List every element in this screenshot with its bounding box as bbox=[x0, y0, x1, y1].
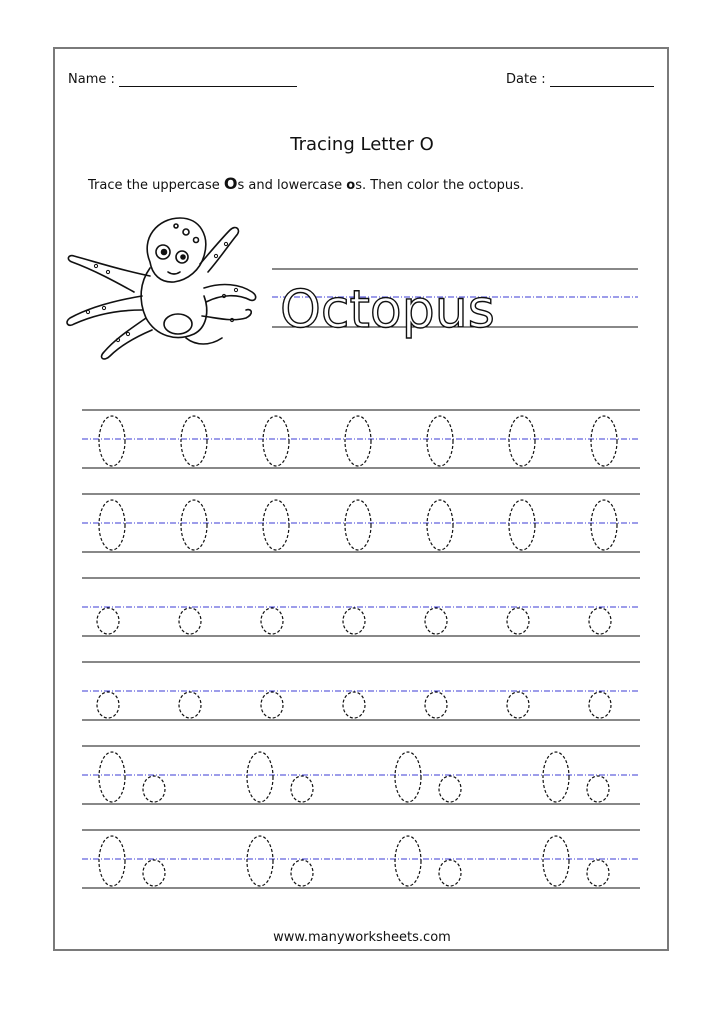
trace-lowercase-o[interactable] bbox=[589, 608, 611, 634]
trace-lowercase-o[interactable] bbox=[587, 776, 609, 802]
trace-uppercase-o[interactable] bbox=[345, 500, 371, 550]
trace-uppercase-o[interactable] bbox=[99, 500, 125, 550]
trace-lowercase-o[interactable] bbox=[143, 776, 165, 802]
trace-uppercase-o[interactable] bbox=[591, 500, 617, 550]
trace-uppercase-o[interactable] bbox=[99, 836, 125, 886]
practice-row[interactable] bbox=[82, 662, 640, 720]
trace-lowercase-o[interactable] bbox=[587, 860, 609, 886]
octopus-illustration bbox=[67, 218, 256, 359]
trace-lowercase-o[interactable] bbox=[97, 692, 119, 718]
trace-lowercase-o[interactable] bbox=[439, 776, 461, 802]
trace-uppercase-o[interactable] bbox=[509, 500, 535, 550]
trace-uppercase-o[interactable] bbox=[247, 836, 273, 886]
practice-row[interactable] bbox=[82, 746, 640, 804]
trace-lowercase-o[interactable] bbox=[439, 860, 461, 886]
trace-lowercase-o[interactable] bbox=[97, 608, 119, 634]
trace-lowercase-o[interactable] bbox=[291, 860, 313, 886]
trace-uppercase-o[interactable] bbox=[591, 416, 617, 466]
footer-url: www.manyworksheets.com bbox=[273, 930, 451, 945]
trace-uppercase-o[interactable] bbox=[99, 752, 125, 802]
octopus-arm bbox=[102, 318, 152, 359]
name-label: Name : bbox=[68, 72, 115, 87]
trace-lowercase-o[interactable] bbox=[261, 692, 283, 718]
page-title: Tracing Letter O bbox=[290, 134, 434, 155]
trace-lowercase-o[interactable] bbox=[291, 776, 313, 802]
trace-uppercase-o[interactable] bbox=[543, 836, 569, 886]
octopus-arm bbox=[68, 256, 150, 292]
trace-uppercase-o[interactable] bbox=[263, 416, 289, 466]
trace-lowercase-o[interactable] bbox=[589, 692, 611, 718]
octopus-arm bbox=[186, 338, 222, 344]
trace-uppercase-o[interactable] bbox=[345, 416, 371, 466]
instructions-part1: Trace the uppercase bbox=[88, 178, 224, 193]
practice-row[interactable] bbox=[82, 410, 640, 468]
trace-uppercase-o[interactable] bbox=[427, 500, 453, 550]
trace-lowercase-o[interactable] bbox=[179, 692, 201, 718]
trace-uppercase-o[interactable] bbox=[263, 500, 289, 550]
practice-row[interactable] bbox=[82, 830, 640, 888]
date-label: Date : bbox=[506, 72, 546, 87]
trace-lowercase-o[interactable] bbox=[143, 860, 165, 886]
word-octopus: Octopus bbox=[280, 280, 495, 340]
trace-uppercase-o[interactable] bbox=[509, 416, 535, 466]
trace-lowercase-o[interactable] bbox=[343, 692, 365, 718]
trace-uppercase-o[interactable] bbox=[395, 752, 421, 802]
octopus-arm bbox=[204, 285, 256, 302]
octopus-arm bbox=[202, 310, 251, 320]
instructions-part3: s. Then color the octopus. bbox=[355, 178, 524, 193]
trace-uppercase-o[interactable] bbox=[99, 416, 125, 466]
trace-uppercase-o[interactable] bbox=[543, 752, 569, 802]
trace-uppercase-o[interactable] bbox=[427, 416, 453, 466]
trace-uppercase-o[interactable] bbox=[181, 416, 207, 466]
trace-lowercase-o[interactable] bbox=[261, 608, 283, 634]
instructions-lower-o: o bbox=[346, 178, 356, 193]
trace-lowercase-o[interactable] bbox=[507, 608, 529, 634]
instructions-part2: s and lowercase bbox=[237, 178, 347, 193]
instructions-upper-o: O bbox=[223, 174, 238, 193]
trace-lowercase-o[interactable] bbox=[425, 608, 447, 634]
trace-lowercase-o[interactable] bbox=[425, 692, 447, 718]
trace-lowercase-o[interactable] bbox=[507, 692, 529, 718]
trace-lowercase-o[interactable] bbox=[343, 608, 365, 634]
trace-uppercase-o[interactable] bbox=[181, 500, 207, 550]
trace-uppercase-o[interactable] bbox=[247, 752, 273, 802]
trace-uppercase-o[interactable] bbox=[395, 836, 421, 886]
practice-rows[interactable] bbox=[82, 410, 640, 888]
trace-lowercase-o[interactable] bbox=[179, 608, 201, 634]
octopus-arm bbox=[67, 296, 142, 325]
practice-row[interactable] bbox=[82, 578, 640, 636]
octopus-body bbox=[141, 268, 207, 337]
practice-row[interactable] bbox=[82, 494, 640, 552]
